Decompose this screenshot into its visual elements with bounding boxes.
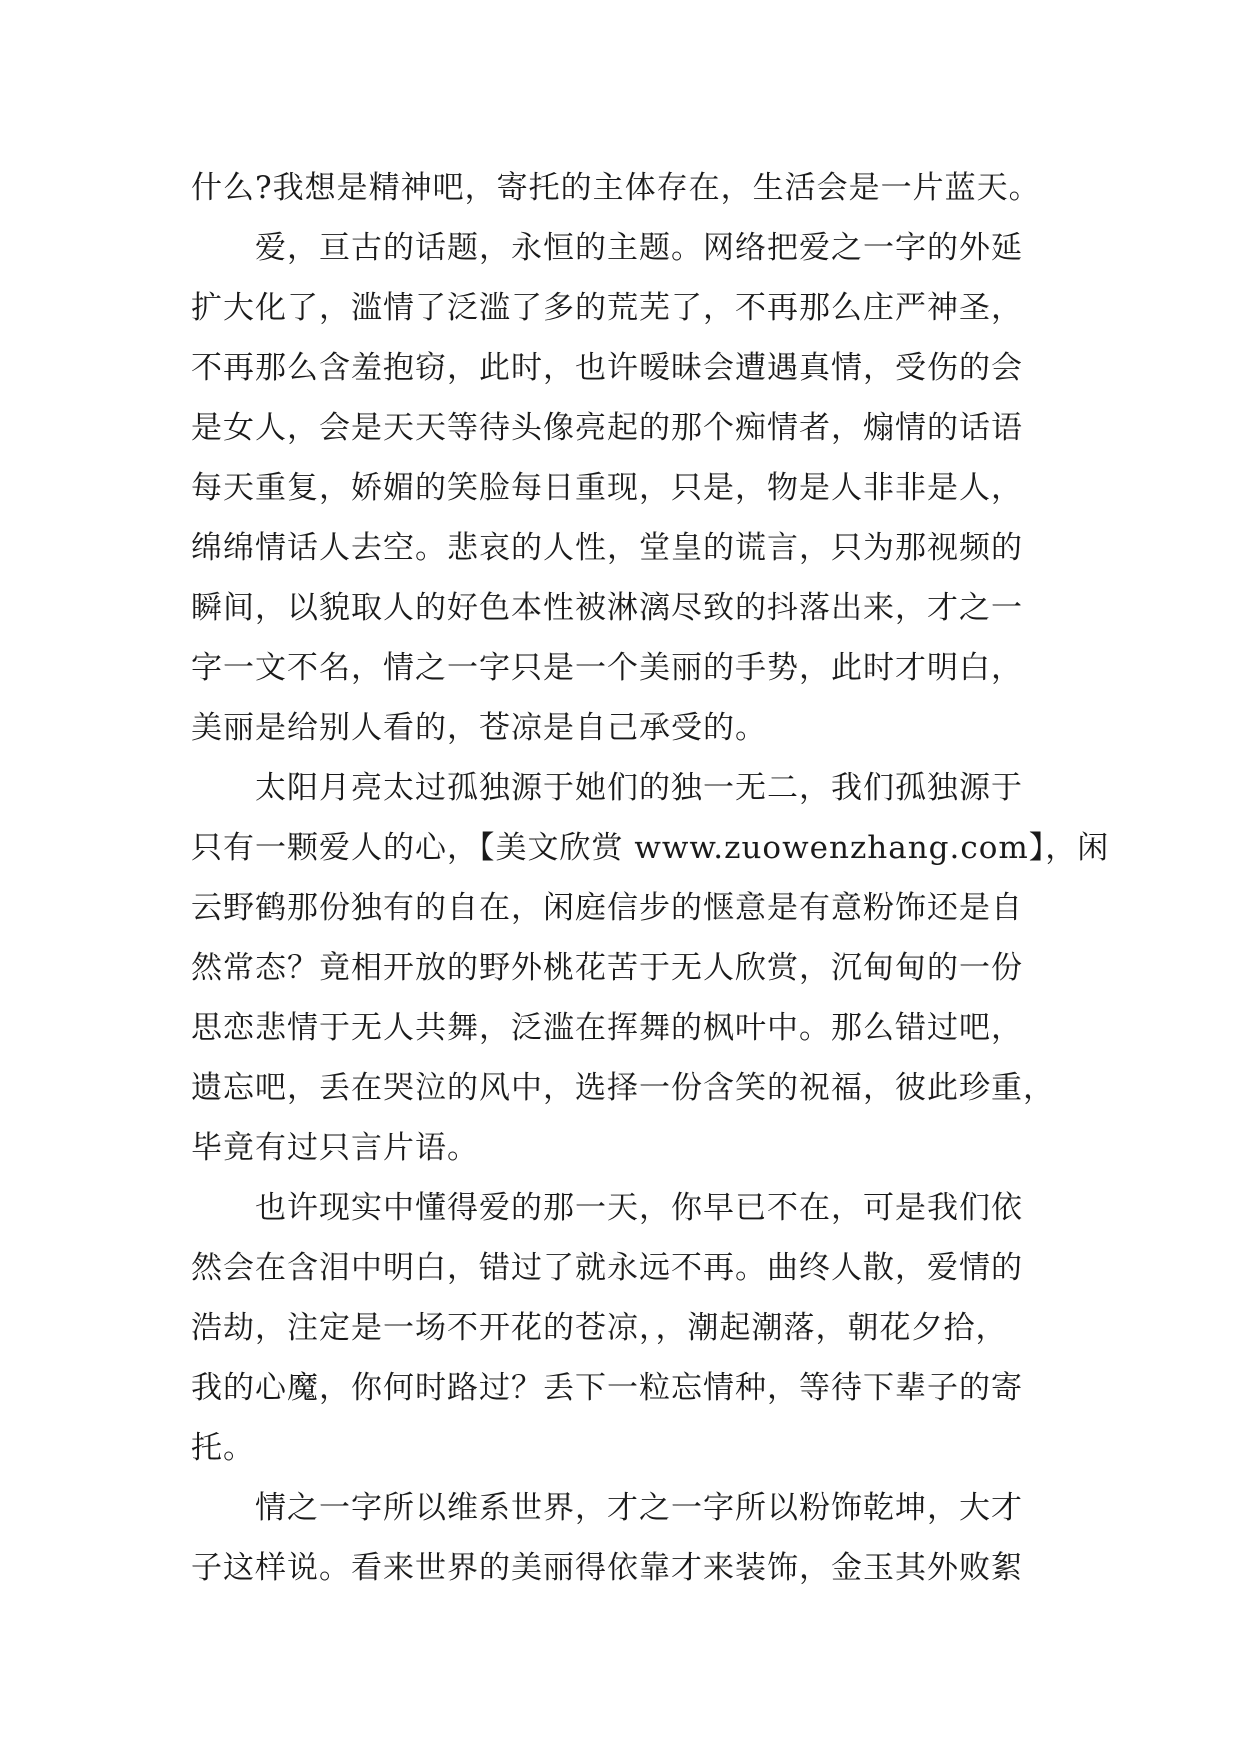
text-line: 托。: [191, 1430, 255, 1466]
text-line: 云野鹤那份独有的自在，闲庭信步的惬意是有意粉饰还是自: [191, 890, 1023, 926]
body-text: [191, 158, 1110, 1598]
text-line: 子这样说。看来世界的美丽得依靠才来装饰，金玉其外败絮: [191, 1550, 1023, 1586]
text-line: 字一文不名，情之一字只是一个美丽的手势，此时才明白，: [191, 650, 1023, 686]
text-line: 浩劫，注定是一场不开花的苍凉，，潮起潮落，朝花夕拾，: [191, 1310, 1008, 1346]
text-line: 不再那么含羞抱窃，此时，也许暧昧会遭遇真情，受伤的会: [191, 350, 1023, 386]
text-line: 什么?我想是精神吧，寄托的主体存在，生活会是一片蓝天。: [191, 170, 1041, 206]
paragraph-first-line: 也许现实中懂得爱的那一天，你早已不在，可是我们依: [255, 1190, 1023, 1226]
text-line: 遗忘吧，丢在哭泣的风中，选择一份含笑的祝福，彼此珍重，: [191, 1070, 1055, 1106]
text-line: 思恋悲情于无人共舞，泛滥在挥舞的枫叶中。那么错过吧，: [191, 1010, 1023, 1046]
text-line: 毕竟有过只言片语。: [191, 1130, 479, 1166]
text-line: 绵绵情话人去空。悲哀的人性，堂皇的谎言，只为那视频的: [191, 530, 1023, 566]
text-line: 然常态？竟相开放的野外桃花苦于无人欣赏，沉甸甸的一份: [191, 950, 1023, 986]
text-line: 然会在含泪中明白，错过了就永远不再。曲终人散，爱情的: [191, 1250, 1023, 1286]
text-line: 瞬间，以貌取人的好色本性被淋漓尽致的抖落出来，才之一: [191, 590, 1023, 626]
paragraph-first-line: 太阳月亮太过孤独源于她们的独一无二，我们孤独源于: [255, 770, 1023, 806]
paragraph-first-line: 情之一字所以维系世界，才之一字所以粉饰乾坤，大才: [255, 1490, 1023, 1526]
text-line: 我的心魔，你何时路过？丢下一粒忘情种，等待下辈子的寄: [191, 1370, 1023, 1406]
text-line: 是女人，会是天天等待头像亮起的那个痴情者，煽情的话语: [191, 410, 1023, 446]
text-line: 每天重复，娇媚的笑脸每日重现，只是，物是人非非是人，: [191, 470, 1023, 506]
text-line: 扩大化了，滥情了泛滥了多的荒芜了，不再那么庄严神圣，: [191, 290, 1023, 326]
text-line: 只有一颗爱人的心，【美文欣赏 www.zuowenzhang.com】，闲: [191, 830, 1110, 866]
text-line: 美丽是给别人看的，苍凉是自己承受的。: [191, 710, 767, 746]
paragraph-first-line: 爱，亘古的话题，永恒的主题。网络把爱之一字的外延: [255, 230, 1023, 266]
